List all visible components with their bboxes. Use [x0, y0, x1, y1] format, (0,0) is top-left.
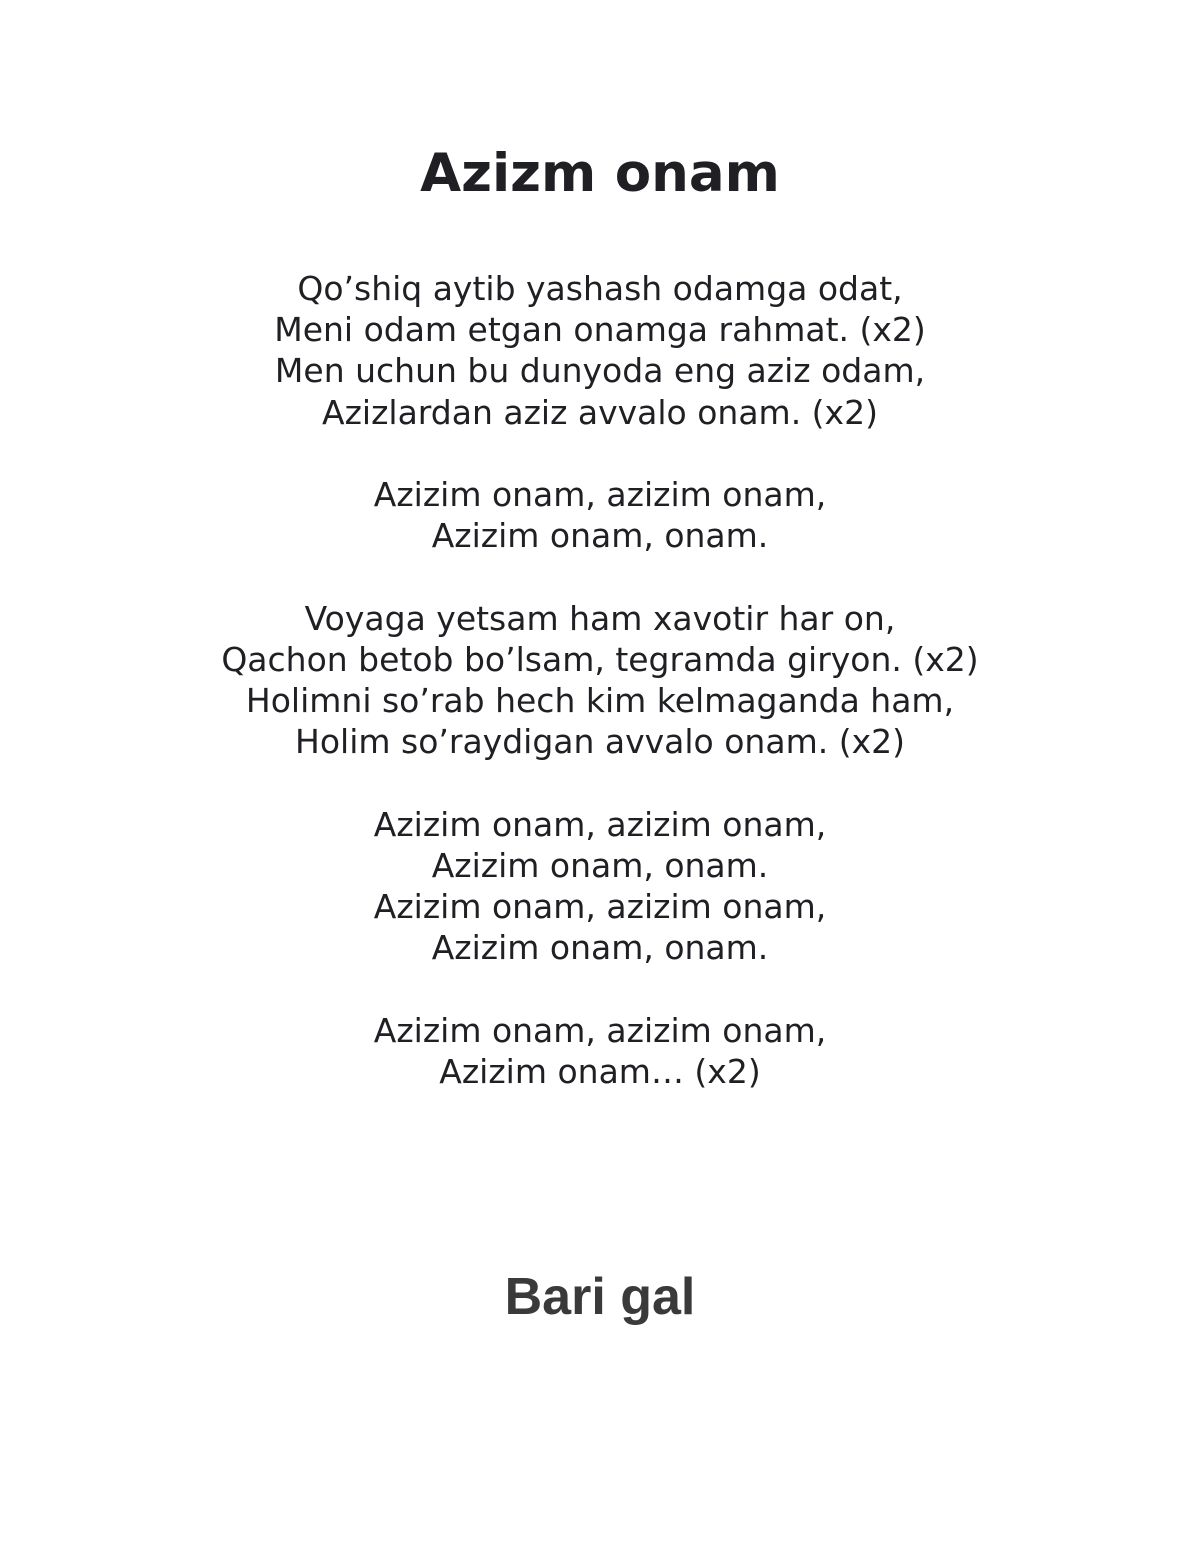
lyric-line: Azizim onam, onam.	[431, 845, 769, 885]
stanza-2	[0, 474, 1200, 556]
lyric-line: Holim so’raydigan avvalo onam. (x2)	[295, 722, 905, 762]
lyric-line: Qo’shiq aytib yashash odamga odat,	[297, 269, 903, 308]
lyrics	[0, 268, 1200, 1133]
lyric-line: Azizim onam, azizim onam,	[373, 1010, 827, 1050]
lyric-line: Azizim onam, azizim onam,	[373, 887, 827, 926]
lyric-line: Azizim onam, azizim onam,	[373, 475, 827, 514]
lyric-line: Azizim onam, onam.	[431, 928, 769, 968]
footer-title: Bari gal	[504, 1268, 696, 1326]
lyric-line: Azizim onam, onam.	[431, 516, 769, 556]
lyric-line: Holimni so’rab hech kim kelmaganda ham,	[245, 681, 955, 720]
lyric-line: Men uchun bu dunyoda eng aziz odam,	[274, 351, 926, 391]
stanza-3	[0, 598, 1200, 763]
song-title: Azizm onam	[420, 143, 780, 204]
stanza-4	[0, 804, 1200, 969]
lyric-line: Qachon betob bo’lsam, tegramda giryon. (x2)	[221, 639, 979, 679]
lyric-line: Azizim onam, azizim onam,	[373, 804, 827, 844]
stanza-1	[0, 268, 1200, 433]
lyric-line: Azizlardan aziz avvalo onam. (x2)	[322, 392, 878, 432]
lyric-line: Voyaga yetsam ham xavotir har on,	[304, 598, 896, 638]
stanza-5	[0, 1010, 1200, 1092]
lyric-line: Azizim onam… (x2)	[439, 1051, 761, 1091]
lyric-line: Meni odam etgan onamga rahmat. (x2)	[274, 310, 926, 350]
